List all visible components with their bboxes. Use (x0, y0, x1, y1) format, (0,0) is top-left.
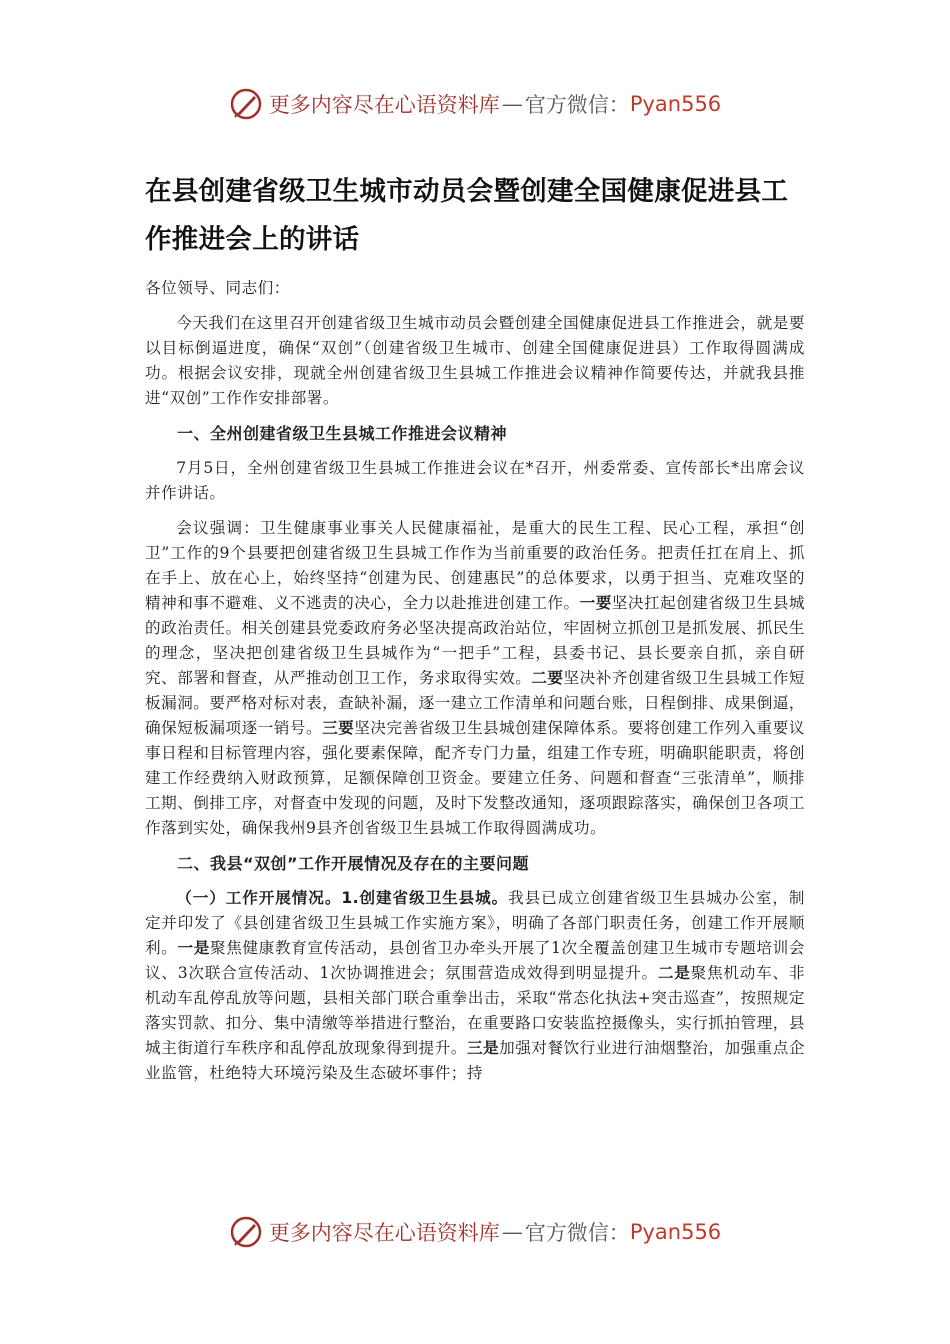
watermark-footer (0, 1212, 950, 1252)
watermark-dash: — (501, 1220, 523, 1244)
subsection-heading: （一）工作开展情况。1.创建省级卫生县城。 (176, 889, 509, 907)
emphasis-third: 三要 (322, 719, 355, 737)
emphasis-third: 三是 (466, 1039, 500, 1057)
quill-logo-icon (229, 1215, 263, 1249)
section-1-paragraph-2 (145, 516, 805, 841)
section-2-paragraph-1 (145, 886, 805, 1086)
section-1-heading: 一、全州创建省级卫生县城工作推进会议精神 (177, 424, 508, 443)
emphasis-second: 二要 (531, 669, 564, 687)
greeting: 各位领导、同志们： (145, 279, 290, 297)
text-run: 我县已成立创建省级卫生县城办公室，制定并印发了《县创建省级卫生县城工作实施方案》，明确了各部门职责任务，创建工作开展顺利。 (145, 889, 805, 957)
document-title: 在县创建省级卫生城市动员会暨创建全国健康促进县工作推进会上的讲话 (145, 176, 789, 255)
text-run: 坚决补齐创建省级卫生县城工作短板漏洞。要严格对标对表，查缺补漏，逐一建立工作清单和问题台账，日程倒排、成果倒逼，确保短板漏项逐一销号。 (145, 669, 805, 737)
quill-logo-icon (229, 87, 263, 121)
section-2-heading: 二、我县“双创”工作开展情况及存在的主要问题 (177, 854, 530, 873)
wechat-id: Pyan556 (629, 92, 722, 116)
watermark-text: 更多内容尽在心语资料库 (268, 93, 500, 117)
text-run: 加强对餐饮行业进行油烟整治，加强重点企业监管，杜绝特大环境污染及生态破坏事件；持 (145, 1039, 805, 1082)
document-body (145, 168, 805, 1096)
text-run: 坚决扛起创建省级卫生县城的政治责任。相关创建县党委政府务必坚决提高政治站位，牢固树立抓创卫是抓发展、抓民生的理念，坚决把创建省级卫生县城作为“一把手”工程，县委书记、县长要亲自抓，亲自研究、部署和督查，从严推动创卫工作，务求取得实效。 (145, 594, 805, 687)
section-1-paragraph-1: 7月5日，全州创建省级卫生县城工作推进会议在*召开，州委常委、宣传部长*出席会议并作讲话。 (145, 459, 805, 502)
emphasis-first: 一是 (177, 939, 210, 957)
wechat-id: Pyan556 (629, 1220, 722, 1244)
text-run: 坚决完善省级卫生县城创建保障体系。要将创建工作列入重要议事日程和目标管理内容，强化要素保障，配齐专门力量，组建工作专班，明确职能职责，将创建工作经费纳入财政预算，足额保障创卫资金。要建立任务、问题和督查“三张清单”，顺排工期、倒排工序，对督查中发现的问题，及时下发整改通知，逐项跟踪落实，确保创卫各项工作落到实处，确保我州9县齐创省级卫生县城工作取得圆满成功。 (145, 719, 805, 837)
text-run: 会议强调：卫生健康事业事关人民健康福祉，是重大的民生工程、民心工程，承担“创卫”工作的9个县要把创建省级卫生县城工作作为当前重要的政治任务。把责任扛在肩上、抓在手上、放在心上，始终坚持“创建为民、创建惠民”的总体要求，以勇于担当、克难攻坚的精神和事不避难、义不逃责的决心，全力以赴推进创建工作。 (145, 519, 805, 612)
wechat-label: 官方微信： (524, 1221, 630, 1245)
watermark-header (0, 84, 950, 124)
watermark-dash: — (501, 92, 523, 116)
text-run: 聚焦健康教育宣传活动，县创省卫办牵头开展了1次全覆盖创建卫生城市专题培训会议、3次联合宣传活动、1次协调推进会；氛围营造成效得到明显提升。 (145, 939, 805, 982)
intro-paragraph: 今天我们在这里召开创建省级卫生城市动员会暨创建全国健康促进县工作推进会，就是要以目标倒逼进度，确保“双创”（创建省级卫生城市、创建全国健康促进县）工作取得圆满成功。根据会议安排，现就全州创建省级卫生县城工作推进会议精神作简要传达，并就我县推进“双创”工作作安排部署。 (145, 314, 805, 407)
emphasis-first: 一要 (579, 594, 612, 612)
emphasis-second: 二是 (657, 964, 691, 982)
wechat-label: 官方微信： (524, 93, 630, 117)
watermark-text: 更多内容尽在心语资料库 (268, 1221, 500, 1245)
text-run: 聚焦机动车、非机动车乱停乱放等问题，县相关部门联合重拳出击，采取“常态化执法+突击巡查”，按照规定落实罚款、扣分、集中清缴等举措进行整治，在重要路口安装监控摄像头，实行抓拍管理，县城主街道行车秩序和乱停乱放现象得到提升。 (145, 964, 805, 1057)
